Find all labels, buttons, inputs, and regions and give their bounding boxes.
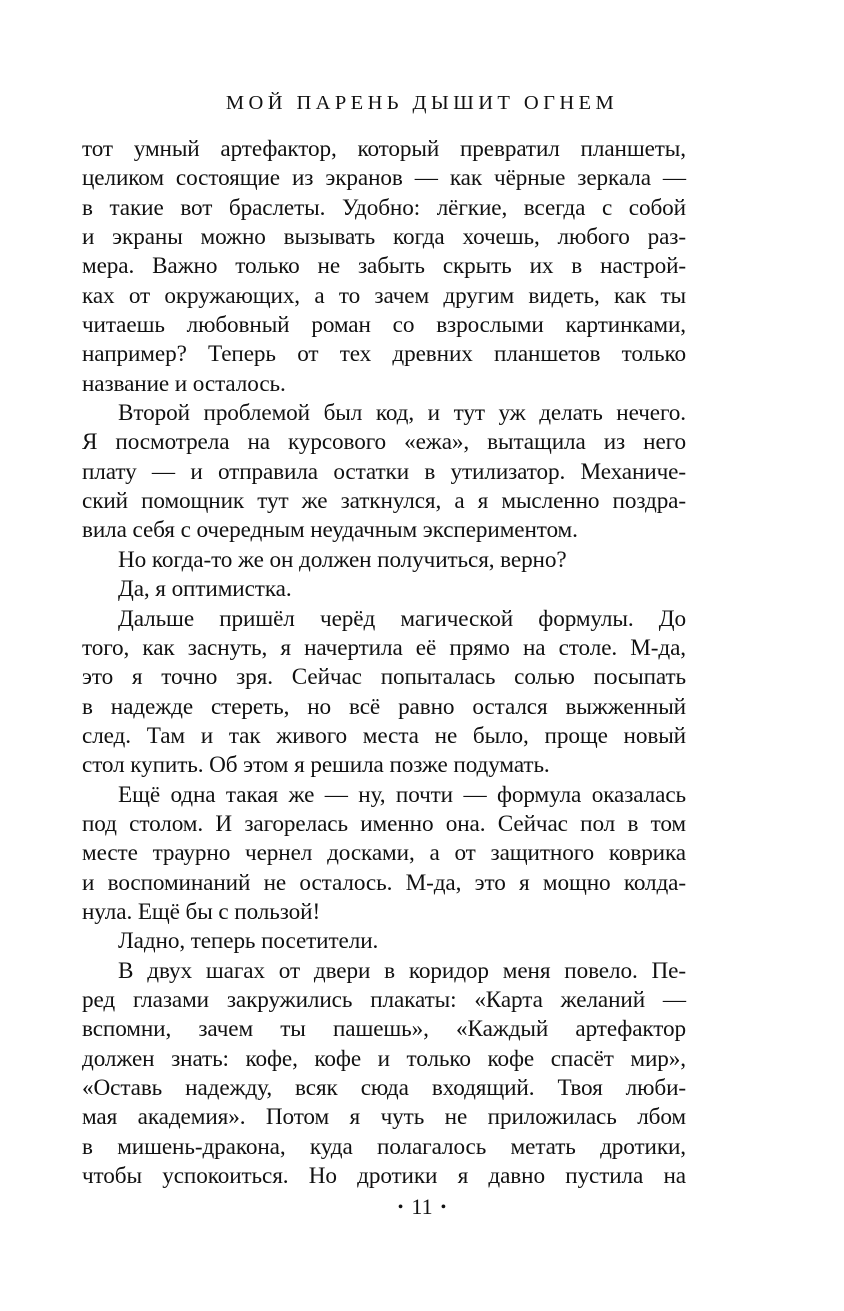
text-line: чтобы успокоиться. Но дротики я давно пустила на — [82, 1163, 686, 1190]
text-line: Ещё одна такая же — ну, почти — формула оказалась — [118, 781, 686, 808]
text-line: мая академия». Потом я чуть не приложилась лбом — [82, 1104, 686, 1131]
body-text — [82, 135, 686, 1191]
text-line: например? Теперь от тех древних планшетов только — [82, 341, 686, 368]
text-line: стол купить. Об этом я решила позже подумать. — [82, 752, 550, 779]
text-line: вспомни, зачем ты пашешь», «Каждый артефактор — [82, 1016, 686, 1043]
folio-bullet-right: • — [440, 1199, 447, 1216]
text-line: того, как заснуть, я начертила её прямо на столе. М-да, — [82, 634, 686, 661]
text-line: нула. Ещё бы с пользой! — [82, 898, 321, 925]
text-line: вила себя с очередным неудачным экспериментом. — [82, 517, 578, 544]
text-line: ред глазами закружились плакаты: «Карта желаний — — [82, 986, 686, 1013]
text-line: В двух шагах от двери в коридор меня повело. Пе- — [118, 957, 686, 984]
text-line: ский помощник тут же заткнулся, а я мысленно поздра- — [82, 488, 686, 515]
text-line: и экраны можно вызывать когда хочешь, любого раз- — [82, 224, 686, 251]
folio-bullet-left: • — [397, 1199, 404, 1216]
running-head: МОЙ ПАРЕНЬ ДЫШИТ ОГНЕМ — [225, 92, 619, 114]
text-line: целиком состоящие из экранов — как чёрные зеркала — — [82, 165, 686, 192]
folio — [0, 1192, 844, 1223]
text-line: в мишень-дракона, куда полагалось метать дротики, — [82, 1133, 686, 1160]
text-line: в такие вот браслеты. Удобно: лёгкие, всегда с собой — [82, 194, 686, 221]
text-line: след. Там и так живого места не было, проще новый — [82, 722, 686, 749]
text-line: Да, я оптимистка. — [118, 576, 292, 603]
text-line: это я точно зря. Сейчас попыталась солью посыпать — [82, 664, 686, 691]
text-line: и воспоминаний не осталось. М-да, это я мощно колда- — [82, 869, 686, 896]
text-line: Дальше пришёл черёд магической формулы. До — [118, 605, 686, 632]
text-line: «Оставь надежду, всяк сюда входящий. Твоя люби- — [82, 1075, 686, 1101]
text-line: ках от окружающих, а то зачем другим видеть, как ты — [82, 282, 686, 309]
text-line: Ладно, теперь посетители. — [118, 928, 379, 955]
page-number: 11 — [411, 1194, 433, 1219]
text-line: в надежде стереть, но всё равно остался выжженный — [82, 693, 686, 720]
text-line: Второй проблемой был код, и тут уж делать нечего. — [118, 400, 686, 427]
text-line: Но когда-то же он должен получиться, верно? — [118, 546, 567, 573]
text-line: мера. Важно только не забыть скрыть их в настрой- — [82, 253, 686, 280]
text-line: Я посмотрела на курсового «ежа», вытащила из него — [82, 429, 686, 456]
text-line: должен знать: кофе, кофе и только кофе спасёт мир», — [82, 1045, 686, 1072]
text-line: месте траурно чернел досками, а от защитного коврика — [82, 840, 686, 867]
text-line: плату — и отправила остатки в утилизатор. Механиче- — [82, 458, 686, 485]
text-line: название и осталось. — [82, 370, 286, 397]
text-line: тот умный артефактор, который превратил планшеты, — [82, 136, 686, 162]
text-line: под столом. И загорелась именно она. Сейчас пол в том — [82, 810, 686, 837]
text-line: читаешь любовный роман со взрослыми картинками, — [82, 312, 686, 339]
